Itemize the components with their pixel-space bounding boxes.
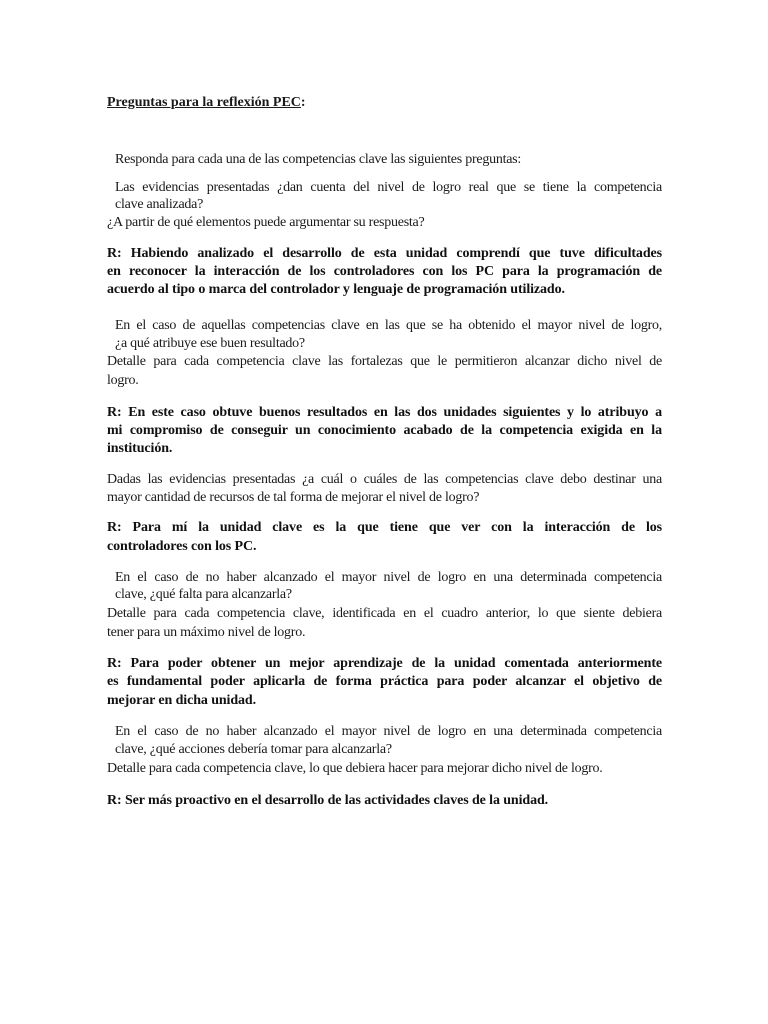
question-line: mayor cantidad de recursos de tal forma de mejorar el nivel de logro?	[107, 490, 480, 505]
answer-line: institución.	[107, 441, 173, 456]
question-line: ¿a qué atribuye ese buen resultado?	[115, 336, 305, 351]
answer-line: es fundamental poder aplicarla de forma práctica para poder alcanzar el objetivo de	[107, 674, 662, 689]
answer-line: R: En este caso obtuve buenos resultados en las dos unidades siguientes y lo atribuyo a	[107, 405, 662, 420]
answer-line: R: Ser más proactivo en el desarrollo de las actividades claves de la unidad.	[107, 793, 549, 808]
question-line: clave, ¿qué falta para alcanzarla?	[115, 587, 292, 602]
document-title: Preguntas para la reflexión PEC:	[107, 95, 306, 110]
question-line: Detalle para cada competencia clave, lo que debiera hacer para mejorar dicho nivel de logro.	[107, 761, 603, 776]
question-line: En el caso de aquellas competencias clave en las que se ha obtenido el mayor nivel de logro,	[115, 318, 662, 333]
question-line: clave analizada?	[115, 197, 204, 212]
answer-line: R: Para poder obtener un mejor aprendizaje de la unidad comentada anteriormente	[107, 656, 662, 671]
question-line: Detalle para cada competencia clave, identificada en el cuadro anterior, lo que siente debiera	[107, 606, 662, 621]
question-line: Detalle para cada competencia clave las fortalezas que le permitieron alcanzar dicho nivel de	[107, 354, 662, 369]
answer-line: mi compromiso de conseguir un conocimiento acabado de la competencia exigida en la	[107, 423, 662, 438]
question-line: logro.	[107, 373, 139, 388]
answer-line: en reconocer la interacción de los controladores con los PC para la programación de	[107, 264, 662, 279]
answer-line: controladores con los PC.	[107, 539, 257, 554]
question-line: tener para un máximo nivel de logro.	[107, 625, 306, 640]
answer-line: mejorar en dicha unidad.	[107, 693, 257, 708]
question-line: clave, ¿qué acciones debería tomar para alcanzarla?	[115, 742, 392, 757]
answer-line: R: Habiendo analizado el desarrollo de esta unidad comprendí que tuve dificultades	[107, 246, 662, 261]
answer-line: acuerdo al tipo o marca del controlador y lenguaje de programación utilizado.	[107, 282, 565, 297]
question-line: ¿A partir de qué elementos puede argumentar su respuesta?	[107, 215, 425, 230]
answer-line: R: Para mí la unidad clave es la que tiene que ver con la interacción de los	[107, 520, 662, 535]
question-line: Las evidencias presentadas ¿dan cuenta del nivel de logro real que se tiene la competencia	[115, 180, 662, 195]
question-line: En el caso de no haber alcanzado el mayor nivel de logro en una determinada competencia	[115, 570, 662, 585]
question-line: Responda para cada una de las competencias clave las siguientes preguntas:	[115, 152, 522, 167]
question-line: En el caso de no haber alcanzado el mayor nivel de logro en una determinada competencia	[115, 724, 662, 739]
question-line: Dadas las evidencias presentadas ¿a cuál o cuáles de las competencias clave debo destinar una	[107, 472, 662, 487]
